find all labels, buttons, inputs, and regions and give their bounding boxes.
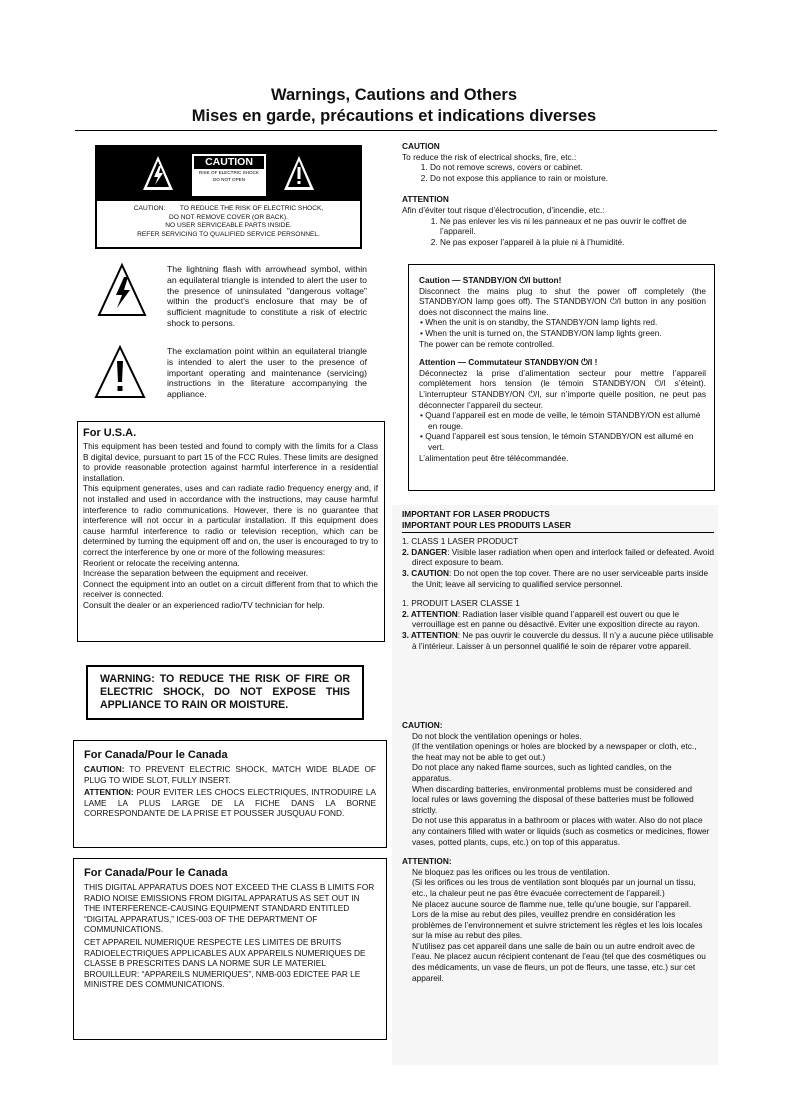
caution-bottom-line: When discarding batteries, environmental problems must be considered and local rules or laws governing the disposal of these batteries must be followed strictly. [412, 783, 694, 815]
laser-en-item [402, 547, 714, 568]
standby-en-bullet: • When the unit is turned on, the STANDBY/ON lamp lights green. [420, 327, 662, 338]
lightning-triangle-icon [97, 262, 147, 318]
laser-divider [402, 532, 714, 533]
laser-item-body: : Ne pas ouvrir le couvercle du dessus. Il n’y a aucune pièce utilisable à l’intérieur. Laisser à un personnel qualifié le soin de réparer votre appareil. [412, 629, 714, 651]
canada-caution-text [84, 764, 376, 785]
attention-bottom-heading: ATTENTION: [402, 856, 452, 867]
canada-plug-box [73, 740, 387, 848]
canada-attention-body: POUR EVITER LES CHOCS ELECTRIQUES, INTRODUIRE LA LAME LA PLUS LARGE DE LA FICHE DANS LA BORNE CORRESPONDANTE DE LA PRISE ET POUSSER JUSQUAU FOND. [84, 787, 377, 819]
caution-label-banner [97, 147, 360, 201]
caution-top-section [402, 141, 714, 247]
exclamation-symbol-text: The exclamation point within an equilateral triangle is intended to alert the user to the presence of important operating and maintenance (servicing) instructions in the literature accompanying the appliance. [167, 346, 367, 400]
list-item: 2. Do not expose this appliance to rain or moisture. [430, 173, 714, 184]
canada-heading: For Canada/Pour le Canada [84, 749, 228, 761]
usa-measure: Consult the dealer or an experienced radio/TV technician for help. [83, 599, 325, 610]
laser-item-label: 3. ATTENTION [402, 629, 458, 640]
canada-attention-text [84, 787, 376, 819]
attention-top-intro: Afin d’éviter tout risque d’électrocution, d’incendie, etc.: [402, 204, 605, 215]
usa-measure: Reorient or relocate the receiving antenna. [83, 557, 240, 568]
laser-fr-item [402, 630, 714, 651]
usa-paragraph: This equipment has been tested and found to comply with the limits for a Class B digital device, pursuant to part 15 of the FCC Rules. These limits are designed to provide reasonable protection against harmful interference in a residential installation. [83, 441, 379, 483]
caution-top-intro: To reduce the risk of electrical shocks, fire, etc.: [402, 151, 577, 162]
laser-fr-item [402, 609, 714, 630]
laser-item-body: : Visible laser radiation when open and interlock failed or defeated. Avoid direct exposure to beam. [412, 546, 714, 568]
caution-plate-donotopen: DO NOT OPEN [212, 177, 246, 182]
caution-bottom-section [402, 720, 710, 983]
page-title-en: Warnings, Cautions and Others [271, 86, 517, 104]
caution-label-line: NO USER SERVICEABLE PARTS INSIDE. [165, 222, 292, 230]
attention-top-heading: ATTENTION [402, 194, 449, 205]
canada-caution-body: TO PREVENT ELECTRIC SHOCK, MATCH WIDE BLADE OF PLUG TO WIDE SLOT, FULLY INSERT. [84, 764, 376, 785]
caution-label-line: CAUTION: TO REDUCE THE RISK OF ELECTRIC SHOCK, [133, 205, 324, 212]
warning-box: WARNING: TO REDUCE THE RISK OF FIRE OR ELECTRIC SHOCK, DO NOT EXPOSE THIS APPLIANCE TO RAIN OR MOISTURE. [86, 665, 364, 720]
usa-notice-box [77, 421, 385, 642]
canada-caution-label: CAUTION: [84, 764, 125, 774]
lightning-symbol-text: The lightning flash with arrowhead symbol, within an equilateral triangle is intended to alert the user to the presence of uninsulated "dangerous voltage" within the product's enclosure that may be of sufficient magnitude to constitute a risk of electric shock to persons. [167, 264, 367, 328]
attention-bottom-line: Ne bloquez pas les orifices ou les trous de ventilation. [412, 866, 610, 877]
canada-digital-fr: CET APPAREIL NUMERIQUE RESPECTE LES LIMITES DE BRUITS RADIOELECTRIQUES APPLICABLES AUX APPAREILS NUMERIQUES DE CLASSE B PRESCRITES DANS LA NORME SUR LE MATERIEL BROUILLEUR: “APPAREILS NUMERIQUES”, NMB-003 EDICTEE PAR LE MINISTRE DES COMMUNICATIONS. [84, 936, 366, 990]
usa-paragraph: This equipment generates, uses and can radiate radio frequency energy and, if not installed and used in accordance with the instructions, may cause harmful interference to radio communications. However, there is no guarantee that interference will not occur in a particular installation. If this equipment does cause harmful interference to radio or television reception, which can be determined by turning the equipment off and on, the user is encouraged to try to correct the interference by one or more of the following measures: [83, 483, 378, 557]
exclamation-warning-icon [283, 154, 315, 192]
caution-plate-risk: RISK OF ELECTRIC SHOCK [199, 170, 259, 175]
attention-bottom-line: Lors de la mise au rebut des piles, veuillez prendre en considération les problèmes de l’environnement et suivre strictement les règles et les lois locales sur la mise au rebut des piles. [412, 909, 703, 941]
exclamation-triangle-icon [94, 344, 146, 400]
canada-digital-en: THIS DIGITAL APPARATUS DOES NOT EXCEED THE CLASS B LIMITS FOR RADIO NOISE EMISSIONS FROM DIGITAL APPARATUS AS SET OUT IN THE INTERFERENCE-CAUSING EQUIPMENT STANDARD ENTITLED “DIGITAL APPARATUS,” ICES-003 OF THE DEPARTMENT OF COMMUNICATIONS. [84, 882, 375, 935]
standby-fr-end: L’alimentation peut être télécommandée. [419, 452, 569, 463]
caution-label-line: DO NOT REMOVE COVER (OR BACK). [169, 213, 288, 221]
laser-item-label: 2. ATTENTION [402, 608, 458, 619]
laser-item-label: 2. DANGER [402, 546, 448, 557]
caution-top-list [402, 162, 714, 183]
laser-en-item: 1. CLASS 1 LASER PRODUCT [402, 536, 519, 547]
standby-en-bullet: • When the unit is on standby, the STANDBY/ON lamp lights red. [420, 317, 658, 328]
attention-bottom-line: N’utilisez pas cet appareil dans une salle de bain ou un autre endroit avec de l’eau. Ne placez aucun récipient contenant de l’eau (tel que des cosmétiques ou des médicaments, un vase de fleurs, un pot de fleurs, une tasse, etc.) sur cet appareil. [412, 940, 706, 983]
canada-heading: For Canada/Pour le Canada [84, 867, 228, 879]
laser-item-label: 3. CAUTION [402, 567, 450, 578]
laser-en-item [402, 568, 714, 589]
caution-label-line: REFER SERVICING TO QUALIFIED SERVICE PERSONNEL. [137, 230, 320, 238]
usa-measure: Increase the separation between the equipment and receiver. [83, 568, 309, 579]
list-item: 2. Ne pas exposer l’appareil à la pluie ni à l’humidité. [440, 237, 714, 248]
laser-heading-en: IMPORTANT FOR LASER PRODUCTS [402, 509, 550, 519]
laser-section [402, 509, 714, 651]
standby-en-text: Disconnect the mains plug to shut the power off completely (the STANDBY/ON lamp goes off). The STANDBY/ON ⏻/I button in any position does not disconnect the mains line. [419, 285, 706, 317]
standby-fr-text: Déconnectez la prise d’alimentation secteur pour mettre l’appareil complètement hors tension (le témoin STANDBY/ON ⏻/I s’éteint). L’interrupteur STANDBY/ON ⏻/I, sur n’importe quelle position, ne peut pas déconnecter l’appareil du secteur. [419, 367, 706, 410]
page-title-fr: Mises en garde, précautions et indications diverses [191, 107, 597, 125]
laser-heading-fr: IMPORTANT POUR LES PRODUITS LASER [402, 519, 572, 530]
caution-top-heading: CAUTION [402, 141, 440, 151]
laser-item-body: : Do not open the top cover. There are no user serviceable parts inside the Unit; leave all servicing to qualified service personnel. [412, 567, 709, 589]
usa-measure: Connect the equipment into an outlet on a circuit different from that to which the receiver is connected. [83, 578, 378, 600]
attention-top-list [402, 216, 714, 248]
laser-fr-item: 1. PRODUIT LASER CLASSE 1 [402, 598, 520, 609]
lightning-warning-icon [142, 154, 174, 192]
standby-box [408, 264, 715, 491]
caution-bottom-line: Do not block the ventilation openings or holes. [412, 730, 582, 741]
usa-heading: For U.S.A. [83, 427, 137, 439]
caution-bottom-line: Do not use this apparatus in a bathroom or places with water. Also do not place any containers filled with water or liquids (such as cosmetics or medicines, flower vases, potted plants, cups, etc.) on top of this apparatus. [412, 815, 710, 847]
laser-item-body: : Radiation laser visible quand l’appareil est ouvert ou que le verrouillage est en panne ou désactivé. Eviter une exposition directe au rayon. [412, 608, 700, 630]
caution-label-text [97, 205, 360, 239]
standby-fr-bullet: • Quand l’appareil est en mode de veille, le témoin STANDBY/ON est allumé en rouge. [420, 410, 701, 431]
standby-en-heading: Caution — STANDBY/ON ⏻/I button! [419, 275, 562, 285]
caution-bottom-line: (If the ventilation openings or holes are blocked by a newspaper or cloth, etc., the heat may not be able to get out.) [412, 741, 697, 762]
list-item: 1. Do not remove screws, covers or cabinet. [430, 162, 714, 173]
caution-bottom-heading: CAUTION: [402, 720, 443, 730]
title-divider [75, 130, 717, 131]
standby-en-end: The power can be remote controlled. [419, 338, 555, 349]
attention-bottom-line: Ne placez aucune source de flamme nue, telle qu’une bougie, sur l’appareil. [412, 898, 692, 909]
canada-attention-label: ATTENTION: [84, 787, 134, 798]
caution-plate-title: CAUTION [194, 156, 264, 169]
caution-plate [192, 154, 266, 196]
caution-bottom-line: Do not place any naked flame sources, such as lighted candles, on the apparatus. [412, 762, 672, 783]
standby-fr-heading: Attention — Commutateur STANDBY/ON ⏻/I ! [419, 357, 598, 368]
standby-fr-bullet: • Quand l’appareil est sous tension, le témoin STANDBY/ON est allumé en vert. [420, 431, 694, 452]
caution-label [95, 145, 362, 249]
canada-digital-box [73, 858, 387, 1040]
list-item: 1. Ne pas enlever les vis ni les panneaux et ne pas ouvrir le coffret de l’appareil. [440, 216, 714, 237]
attention-bottom-line: (Si les orifices ou les trous de ventilation sont bloqués par un journal un tissu, etc., la chaleur peut ne pas être évacuée correctement de l’appareil.) [412, 877, 696, 898]
